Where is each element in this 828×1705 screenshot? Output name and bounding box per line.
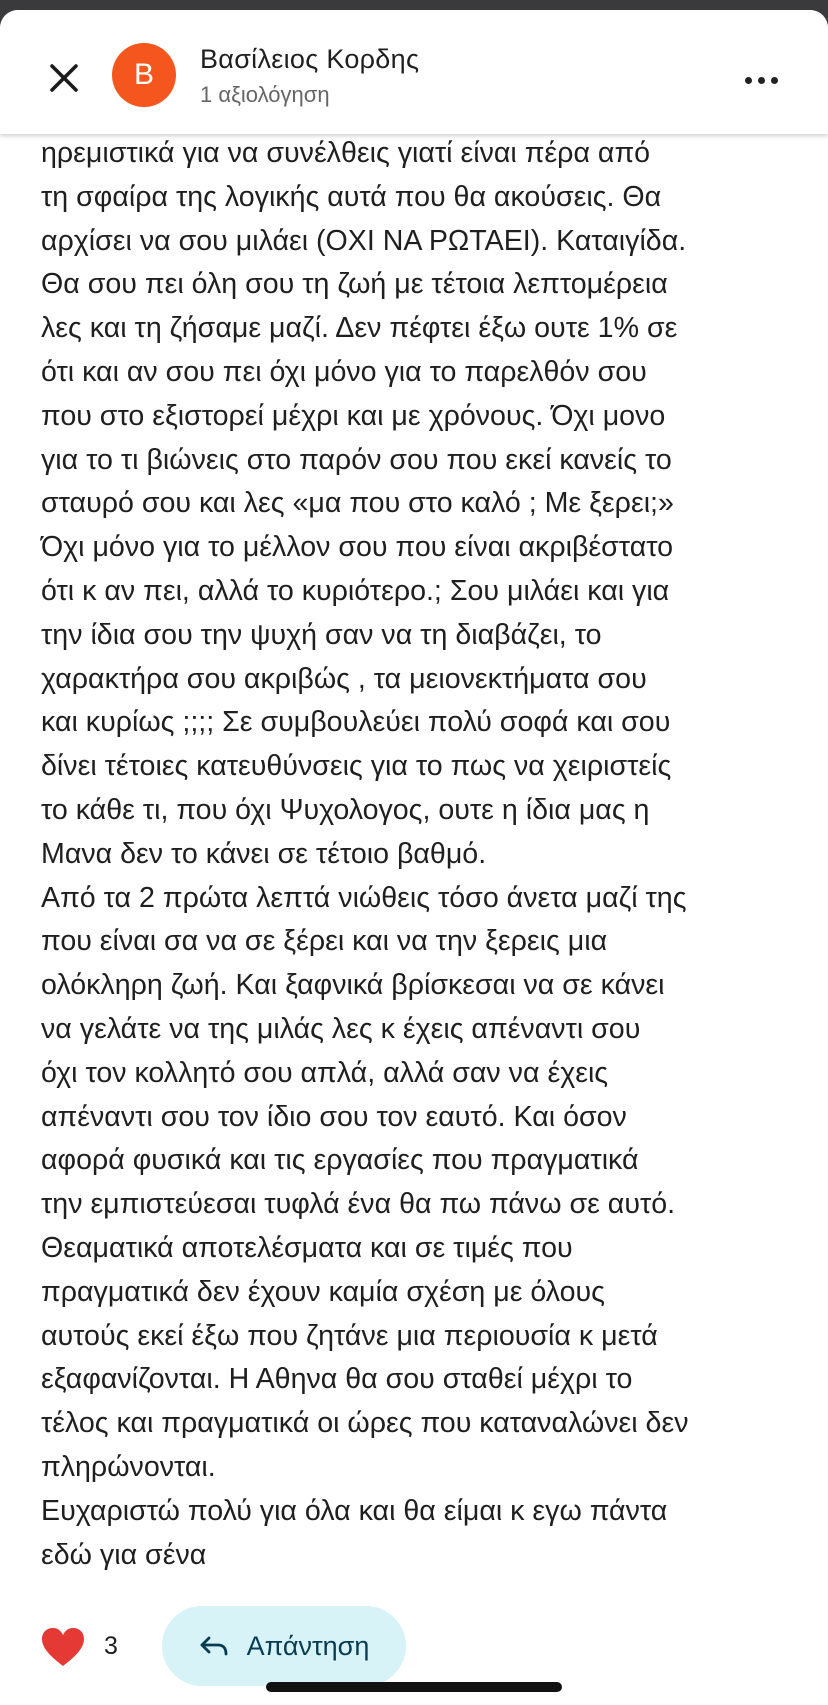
reply-button[interactable] <box>162 1606 406 1686</box>
review-text-line: ηρεμιστικά για να συνέλθεις γιατί είναι πέρα από <box>41 137 651 169</box>
review-text-line: για το τι βιώνεις στο παρόν σου που εκεί κανείς το <box>41 443 672 476</box>
review-text-line: απέναντι σου τον ίδιο σου τον εαυτό. Και όσον <box>41 1100 627 1133</box>
heart-icon <box>40 1626 86 1668</box>
review-count: 1 αξιολόγηση <box>200 82 330 107</box>
more-options-button[interactable] <box>736 60 786 100</box>
review-text-line: Από τα 2 πρώτα λεπτά νιώθεις τόσο άνετα μαζί της <box>41 881 687 914</box>
review-text-line: όχι τον κολλητό σου απλά, αλλά σαν να έχεις <box>41 1056 609 1089</box>
review-text-line: ότι και αν σου πει όχι μόνο για το παρελθόν σου <box>41 355 647 388</box>
review-text-line: λες και τη ζήσαμε μαζί. Δεν πέφτει έξω ουτε 1% σε <box>41 312 678 345</box>
review-text-line: χαρακτήρα σου ακριβώς , τα μειονεκτήματα σου <box>41 662 647 695</box>
review-text-line: τη σφαίρα της λογικής αυτά που θα ακούσεις. Θα <box>41 180 662 213</box>
review-text-line: πληρώνονται. <box>41 1450 216 1483</box>
reply-arrow-icon <box>199 1634 229 1658</box>
review-text-line: πραγματικά δεν έχουν καμία σχέση με όλους <box>41 1275 605 1308</box>
review-header <box>0 10 828 134</box>
review-text-line: Ευχαριστώ πολύ για όλα και θα είμαι κ εγω πάντα <box>41 1494 668 1527</box>
review-text-line: αυτούς εκεί έξω που ζητάνε μια περιουσία κ μετά <box>41 1319 658 1352</box>
review-text-line: να γελάτε να της μιλάς λες κ έχεις απέναντι σου <box>41 1012 641 1045</box>
like-count: 3 <box>104 1632 118 1660</box>
review-text-line: σταυρό σου και λες «μα που στο καλό ; Με ξερει;» <box>41 487 674 520</box>
close-button[interactable] <box>40 54 88 102</box>
review-actions <box>0 1606 828 1686</box>
avatar[interactable]: B <box>112 43 176 107</box>
review-text-line: που είναι σα να σε ξέρει και να την ξερεις μια <box>41 925 608 958</box>
review-text <box>41 132 801 1577</box>
close-icon <box>49 63 79 93</box>
review-text-line: Μανα δεν το κάνει σε τέτοιο βαθμό. <box>41 837 487 870</box>
review-text-line: ότι κ αν πει, αλλά το κυριότερο.; Σου μιλάει και για <box>41 574 670 607</box>
review-text-line: την εμπιστεύεσαι τυφλά ένα θα πω πάνω σε αυτό. <box>41 1188 676 1221</box>
review-text-line: Όχι μόνο για το μέλλον σου που είναι ακριβέστατο <box>41 531 674 564</box>
more-horizontal-icon <box>771 77 778 84</box>
review-text-line: Θεαματικά αποτελέσματα και σε τιμές που <box>41 1231 573 1264</box>
review-text-line: δίνει τέτοιες κατευθύνσεις για το πως να χειριστείς <box>41 750 672 783</box>
review-text-line: εξαφανίζονται. Η Αθηνα θα σου σταθεί μέχρι το <box>41 1363 633 1396</box>
more-horizontal-icon <box>745 77 752 84</box>
reviewer-name[interactable]: Βασίλειος Κορδης <box>200 44 420 74</box>
like-button[interactable] <box>40 1626 86 1668</box>
review-text-line: Θα σου πει όλη σου τη ζωή με τέτοια λεπτομέρεια <box>41 268 668 301</box>
review-text-line: εδώ για σένα <box>41 1538 207 1571</box>
reply-label: Απάντηση <box>246 1630 370 1661</box>
review-text-line: που στο εξιστορεί μέχρι και με χρόνους. Όχι μονο <box>41 399 666 432</box>
review-text-line: ολόκληρη ζωή. Και ξαφνικά βρίσκεσαι να σε κάνει <box>41 969 665 1002</box>
review-text-line: αφορά φυσικά και τις εργασίες που πραγματικά <box>41 1144 639 1177</box>
home-indicator <box>266 1682 562 1692</box>
review-text-line: τέλος και πραγματικά οι ώρες που καταναλώνει δεν <box>41 1407 689 1440</box>
review-text-line: το κάθε τι, που όχι Ψυχολογος, ουτε η ίδια μας η <box>41 793 650 826</box>
more-horizontal-icon <box>758 77 765 84</box>
review-text-line: την ίδια σου την ψυχή σαν να τη διαβάζει, το <box>41 618 602 651</box>
review-sheet <box>0 10 828 1705</box>
review-text-line: αρχίσει να σου μιλάει (ΟΧΙ ΝΑ ΡΩΤΑΕΙ). Καταιγίδα. <box>41 224 687 257</box>
review-text-line: και κυρίως ;;;; Σε συμβουλεύει πολύ σοφά και σου <box>41 706 671 739</box>
